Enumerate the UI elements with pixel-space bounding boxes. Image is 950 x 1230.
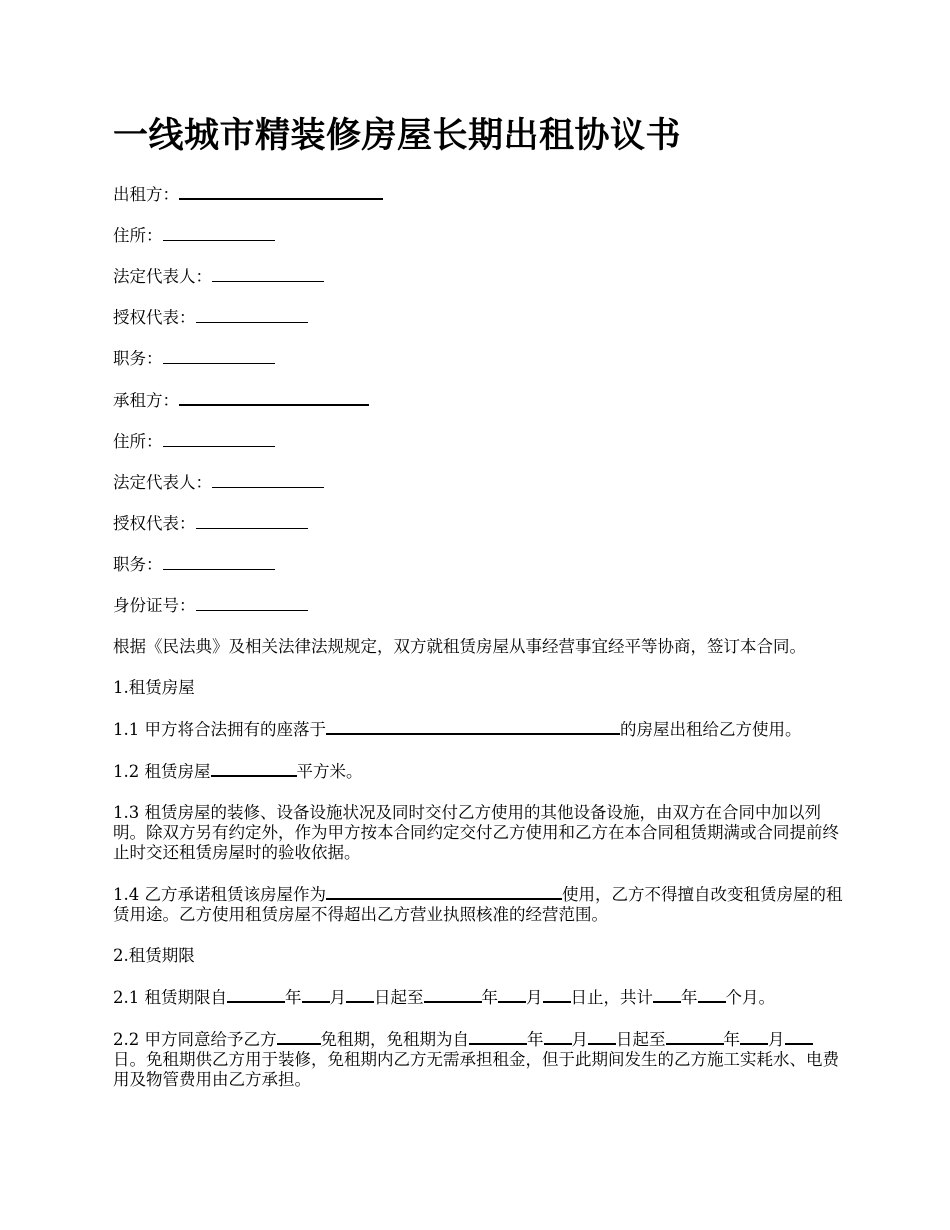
clause-1-4-text-b: 使用，乙方不得擅自改变租赁房屋的租赁用途。乙方使用租赁房屋不得超出乙方营业执照核准的经营范围。 — [113, 885, 843, 924]
lessee-position-label: 职务： — [113, 555, 163, 574]
lease-end-day-blank[interactable] — [543, 987, 571, 1003]
month-label: 月 — [329, 988, 346, 1007]
total-years-blank[interactable] — [653, 987, 681, 1003]
clause-1-1-text-a: 1.1 甲方将合法拥有的座落于 — [113, 720, 326, 739]
day-to-label: 日起至 — [616, 1030, 666, 1049]
clause-1-1-text-b: 的房屋出租给乙方使用。 — [620, 720, 802, 739]
intro-paragraph: 根据《民法典》及相关法律法规规定，双方就租赁房屋从事经营事宜经平等协商，签订本合同。 — [113, 637, 806, 656]
year-label: 年 — [527, 1030, 544, 1049]
lessee-id-blank[interactable] — [196, 596, 308, 611]
lessor-auth-rep-line — [113, 308, 843, 328]
total-months-blank[interactable] — [698, 987, 726, 1003]
clause-2-2-text-c: 日。免租期供乙方用于装修，免租期内乙方无需承担租金，但于此期间发生的乙方施工实耗水、电费用及物管费用由乙方承担。 — [113, 1050, 839, 1089]
lessee-auth-rep-blank[interactable] — [196, 514, 308, 529]
lessor-legal-rep-label: 法定代表人： — [113, 267, 212, 286]
lessee-auth-rep-line — [113, 514, 843, 534]
lessor-auth-rep-label: 授权代表： — [113, 308, 196, 327]
clause-2-2-text-a: 2.2 甲方同意给予乙方 — [113, 1030, 277, 1049]
lessor-address-line — [113, 226, 843, 246]
month-label: 月 — [571, 1030, 588, 1049]
lessor-position-line — [113, 349, 843, 369]
lessee-id-label: 身份证号： — [113, 596, 196, 615]
lease-start-day-blank[interactable] — [346, 987, 374, 1003]
lease-end-year-blank[interactable] — [424, 987, 482, 1003]
clause-1-2-text-b: 平方米。 — [296, 762, 363, 781]
clause-1-2-text-a: 1.2 租赁房屋 — [113, 762, 211, 781]
lease-start-year-blank[interactable] — [227, 987, 285, 1003]
day-to-label: 日起至 — [374, 988, 424, 1007]
lessor-line — [113, 184, 843, 205]
lessee-legal-rep-blank[interactable] — [212, 473, 324, 488]
clause-2-2-text-b: 免租期，免租期为自 — [320, 1030, 469, 1049]
rent-free-start-day-blank[interactable] — [588, 1029, 616, 1045]
lessor-position-label: 职务： — [113, 349, 163, 368]
clause-1-3: 1.3 租赁房屋的装修、设备设施状况及同时交付乙方使用的其他设备设施，由双方在合同中加以列明。除双方另有约定外，作为甲方按本合同约定交付乙方使用和乙方在本合同租赁期满或合同提前终止时交还租赁房屋时的验收依据。 — [113, 803, 839, 862]
rent-free-end-month-blank[interactable] — [740, 1029, 768, 1045]
lessor-address-label: 住所： — [113, 226, 163, 245]
clause-1-4 — [113, 884, 843, 925]
clause-1-2 — [113, 761, 843, 782]
year-label: 年 — [285, 988, 302, 1007]
lessee-address-line — [113, 432, 843, 452]
rent-free-period-blank[interactable] — [277, 1029, 321, 1045]
lessor-name-blank[interactable] — [179, 184, 383, 200]
lessor-address-blank[interactable] — [163, 226, 275, 241]
lessor-label: 出租方： — [113, 185, 179, 204]
year-label: 年 — [481, 988, 498, 1007]
month-label: 月 — [768, 1030, 785, 1049]
lessee-position-blank[interactable] — [163, 555, 275, 570]
lessee-auth-rep-label: 授权代表： — [113, 514, 196, 533]
year-label: 年 — [681, 988, 698, 1007]
rent-free-end-day-blank[interactable] — [785, 1029, 813, 1045]
rent-free-start-month-blank[interactable] — [544, 1029, 572, 1045]
lessor-position-blank[interactable] — [163, 349, 275, 364]
months-label: 个月。 — [725, 988, 775, 1007]
section2-heading: 2.租赁期限 — [113, 946, 195, 965]
lessor-auth-rep-blank[interactable] — [196, 308, 308, 323]
lessee-position-line — [113, 555, 843, 575]
property-location-blank[interactable] — [326, 719, 620, 735]
day-end-label: 日止，共计 — [570, 988, 653, 1007]
year-label: 年 — [723, 1030, 740, 1049]
lessee-name-blank[interactable] — [179, 390, 369, 406]
lessee-address-label: 住所： — [113, 432, 163, 451]
clause-2-1 — [113, 987, 843, 1008]
area-blank[interactable] — [211, 761, 297, 777]
lessee-line — [113, 390, 843, 411]
lessee-address-blank[interactable] — [163, 432, 275, 447]
rent-free-start-year-blank[interactable] — [469, 1029, 527, 1045]
clause-2-2 — [113, 1029, 843, 1090]
lessee-label: 承租方： — [113, 391, 179, 410]
lessee-legal-rep-label: 法定代表人： — [113, 473, 212, 492]
clause-1-1 — [113, 719, 843, 740]
document-page — [113, 112, 843, 1111]
lease-start-month-blank[interactable] — [302, 987, 330, 1003]
lessor-legal-rep-blank[interactable] — [212, 267, 324, 282]
section1-heading: 1.租赁房屋 — [113, 678, 195, 697]
lease-end-month-blank[interactable] — [498, 987, 526, 1003]
clause-1-4-text-a: 1.4 乙方承诺租赁该房屋作为 — [113, 885, 326, 904]
lessor-legal-rep-line — [113, 267, 843, 287]
lessee-id-line — [113, 596, 843, 616]
month-label: 月 — [526, 988, 543, 1007]
lessee-legal-rep-line — [113, 473, 843, 493]
document-title: 一线城市精装修房屋长期出租协议书 — [113, 115, 682, 156]
usage-purpose-blank[interactable] — [326, 884, 562, 900]
clause-2-1-text-a: 2.1 租赁期限自 — [113, 988, 227, 1007]
rent-free-end-year-blank[interactable] — [666, 1029, 724, 1045]
